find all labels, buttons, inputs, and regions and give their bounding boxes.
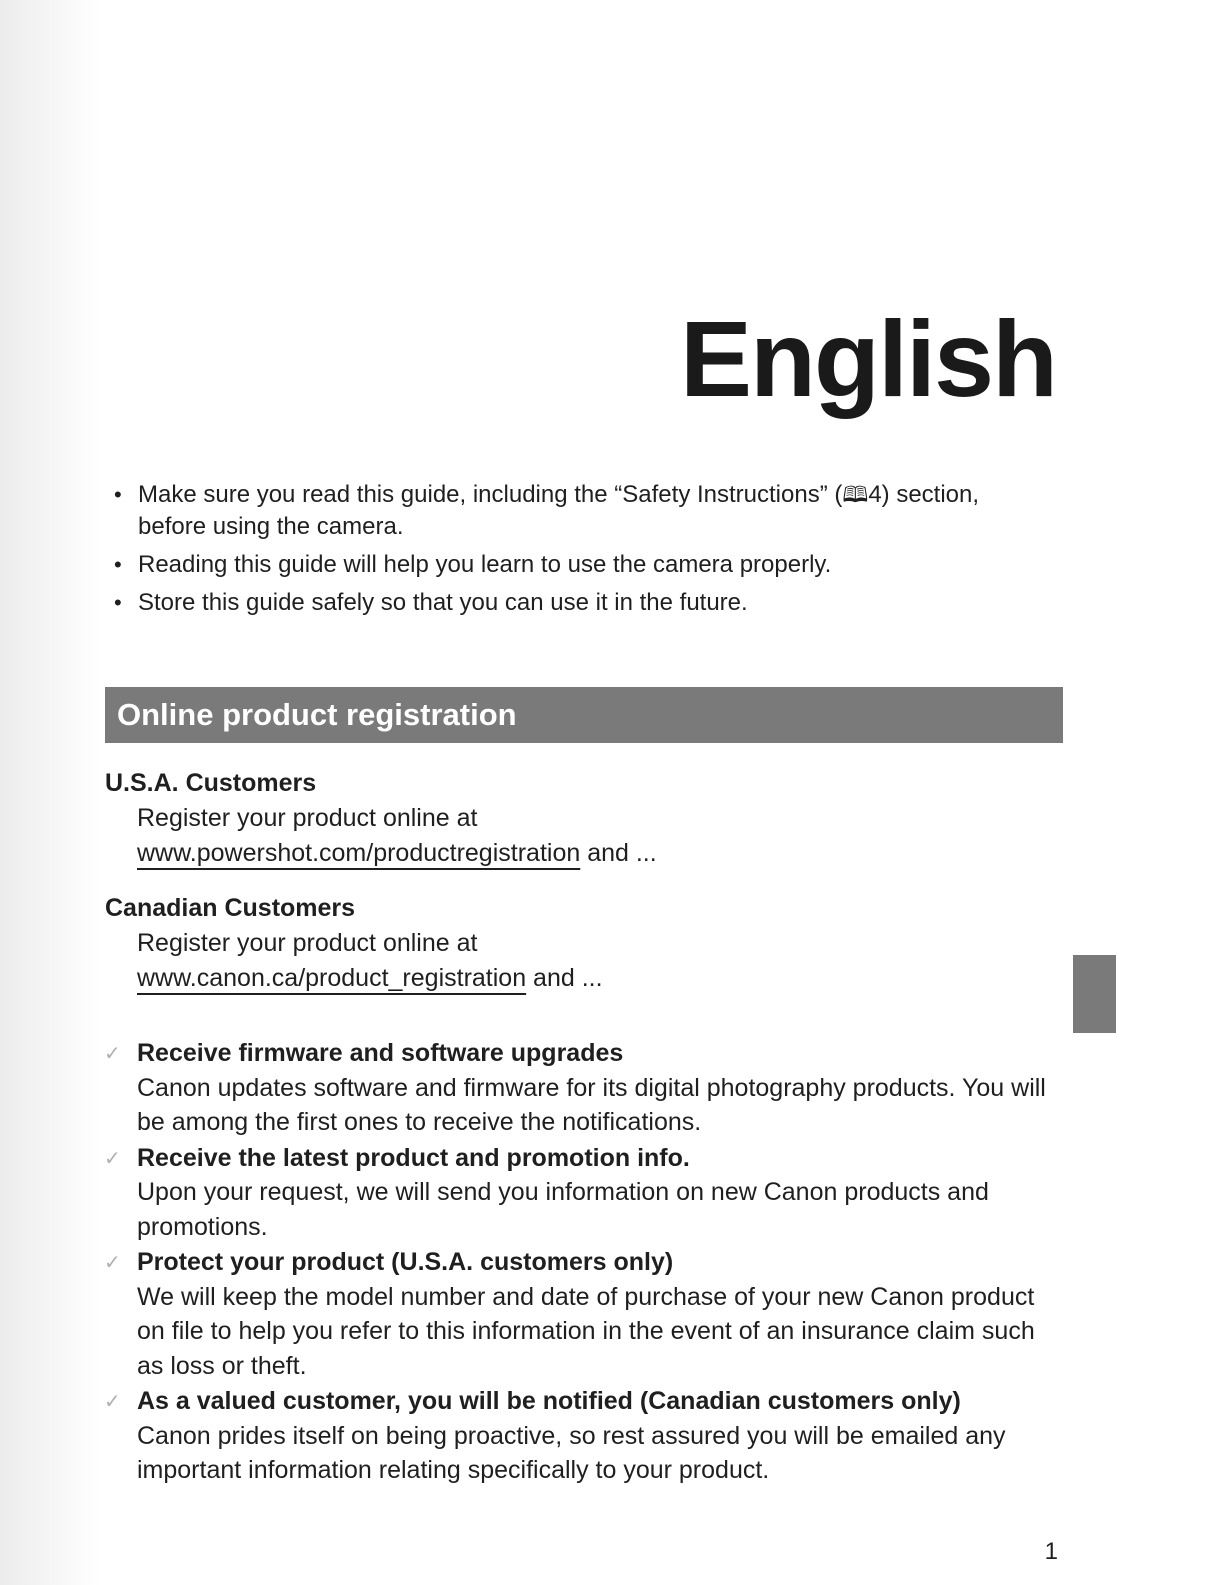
book-icon: 🕮 bbox=[842, 482, 869, 507]
benefit-item-notified bbox=[104, 1384, 1064, 1488]
canada-customers-title: Canadian Customers bbox=[105, 894, 356, 922]
usa-link-suffix: and ... bbox=[580, 839, 657, 867]
page-number: 1 bbox=[1044, 1538, 1058, 1565]
intro-bullet-list bbox=[114, 479, 1044, 625]
benefit-title: As a valued customer, you will be notified (Canadian customers only) bbox=[137, 1387, 961, 1415]
intro-bullet-safety bbox=[114, 479, 1044, 543]
usa-registration-link[interactable]: www.powershot.com/productregistration bbox=[137, 839, 581, 867]
benefit-text: We will keep the model number and date of purchase of your new Canon product on file to help you refer to this information in the event of an insurance claim such as loss or theft. bbox=[137, 1282, 1035, 1380]
page-edge-shadow bbox=[0, 0, 100, 1585]
benefit-item-firmware bbox=[104, 1036, 1064, 1140]
benefit-text: Canon prides itself on being proactive, so rest assured you will be emailed any important information relating specifically to your product. bbox=[137, 1421, 1006, 1484]
language-side-tab bbox=[1073, 955, 1116, 1033]
benefit-item-protect bbox=[104, 1245, 1064, 1383]
benefit-text: Canon updates software and firmware for its digital photography products. You will be among the first ones to receive the notifications. bbox=[137, 1073, 1046, 1136]
intro-bullet-reading: • Reading this guide will help you learn to use the camera properly. bbox=[114, 549, 1044, 581]
section-heading-registration: Online product registration bbox=[105, 687, 1063, 743]
intro-bullet-store: • Store this guide safely so that you can use it in the future. bbox=[114, 587, 1044, 619]
intro-bullet-text: ) section, before using the camera. bbox=[138, 481, 980, 540]
canada-register-text: Register your product online at bbox=[137, 929, 478, 957]
intro-bullet-text: Make sure you read this guide, including the “Safety Instructions” ( bbox=[138, 481, 843, 508]
benefits-list bbox=[104, 1036, 1064, 1489]
page-reference: 4 bbox=[868, 481, 882, 508]
check-mark-icon: ✓ bbox=[104, 1147, 121, 1170]
usa-customers-title: U.S.A. Customers bbox=[105, 769, 317, 797]
benefit-title: Receive firmware and software upgrades bbox=[137, 1039, 624, 1067]
benefit-item-promotions bbox=[104, 1141, 1064, 1245]
usa-register-url-line bbox=[137, 836, 657, 870]
canada-registration-link[interactable]: www.canon.ca/product_registration bbox=[137, 964, 527, 992]
check-mark-icon: ✓ bbox=[104, 1043, 121, 1065]
canada-link-suffix: and ... bbox=[526, 964, 603, 992]
canada-register-url-line bbox=[137, 961, 603, 995]
check-mark-icon: ✓ bbox=[104, 1252, 121, 1274]
benefit-title: Protect your product (U.S.A. customers only) bbox=[137, 1248, 674, 1276]
benefit-title: Receive the latest product and promotion info. bbox=[137, 1143, 690, 1172]
benefit-text: Upon your request, we will send you information on new Canon products and promotions. bbox=[137, 1178, 989, 1241]
language-title: English bbox=[679, 298, 1056, 419]
check-mark-icon: ✓ bbox=[104, 1391, 121, 1413]
usa-register-text: Register your product online at bbox=[137, 804, 478, 832]
